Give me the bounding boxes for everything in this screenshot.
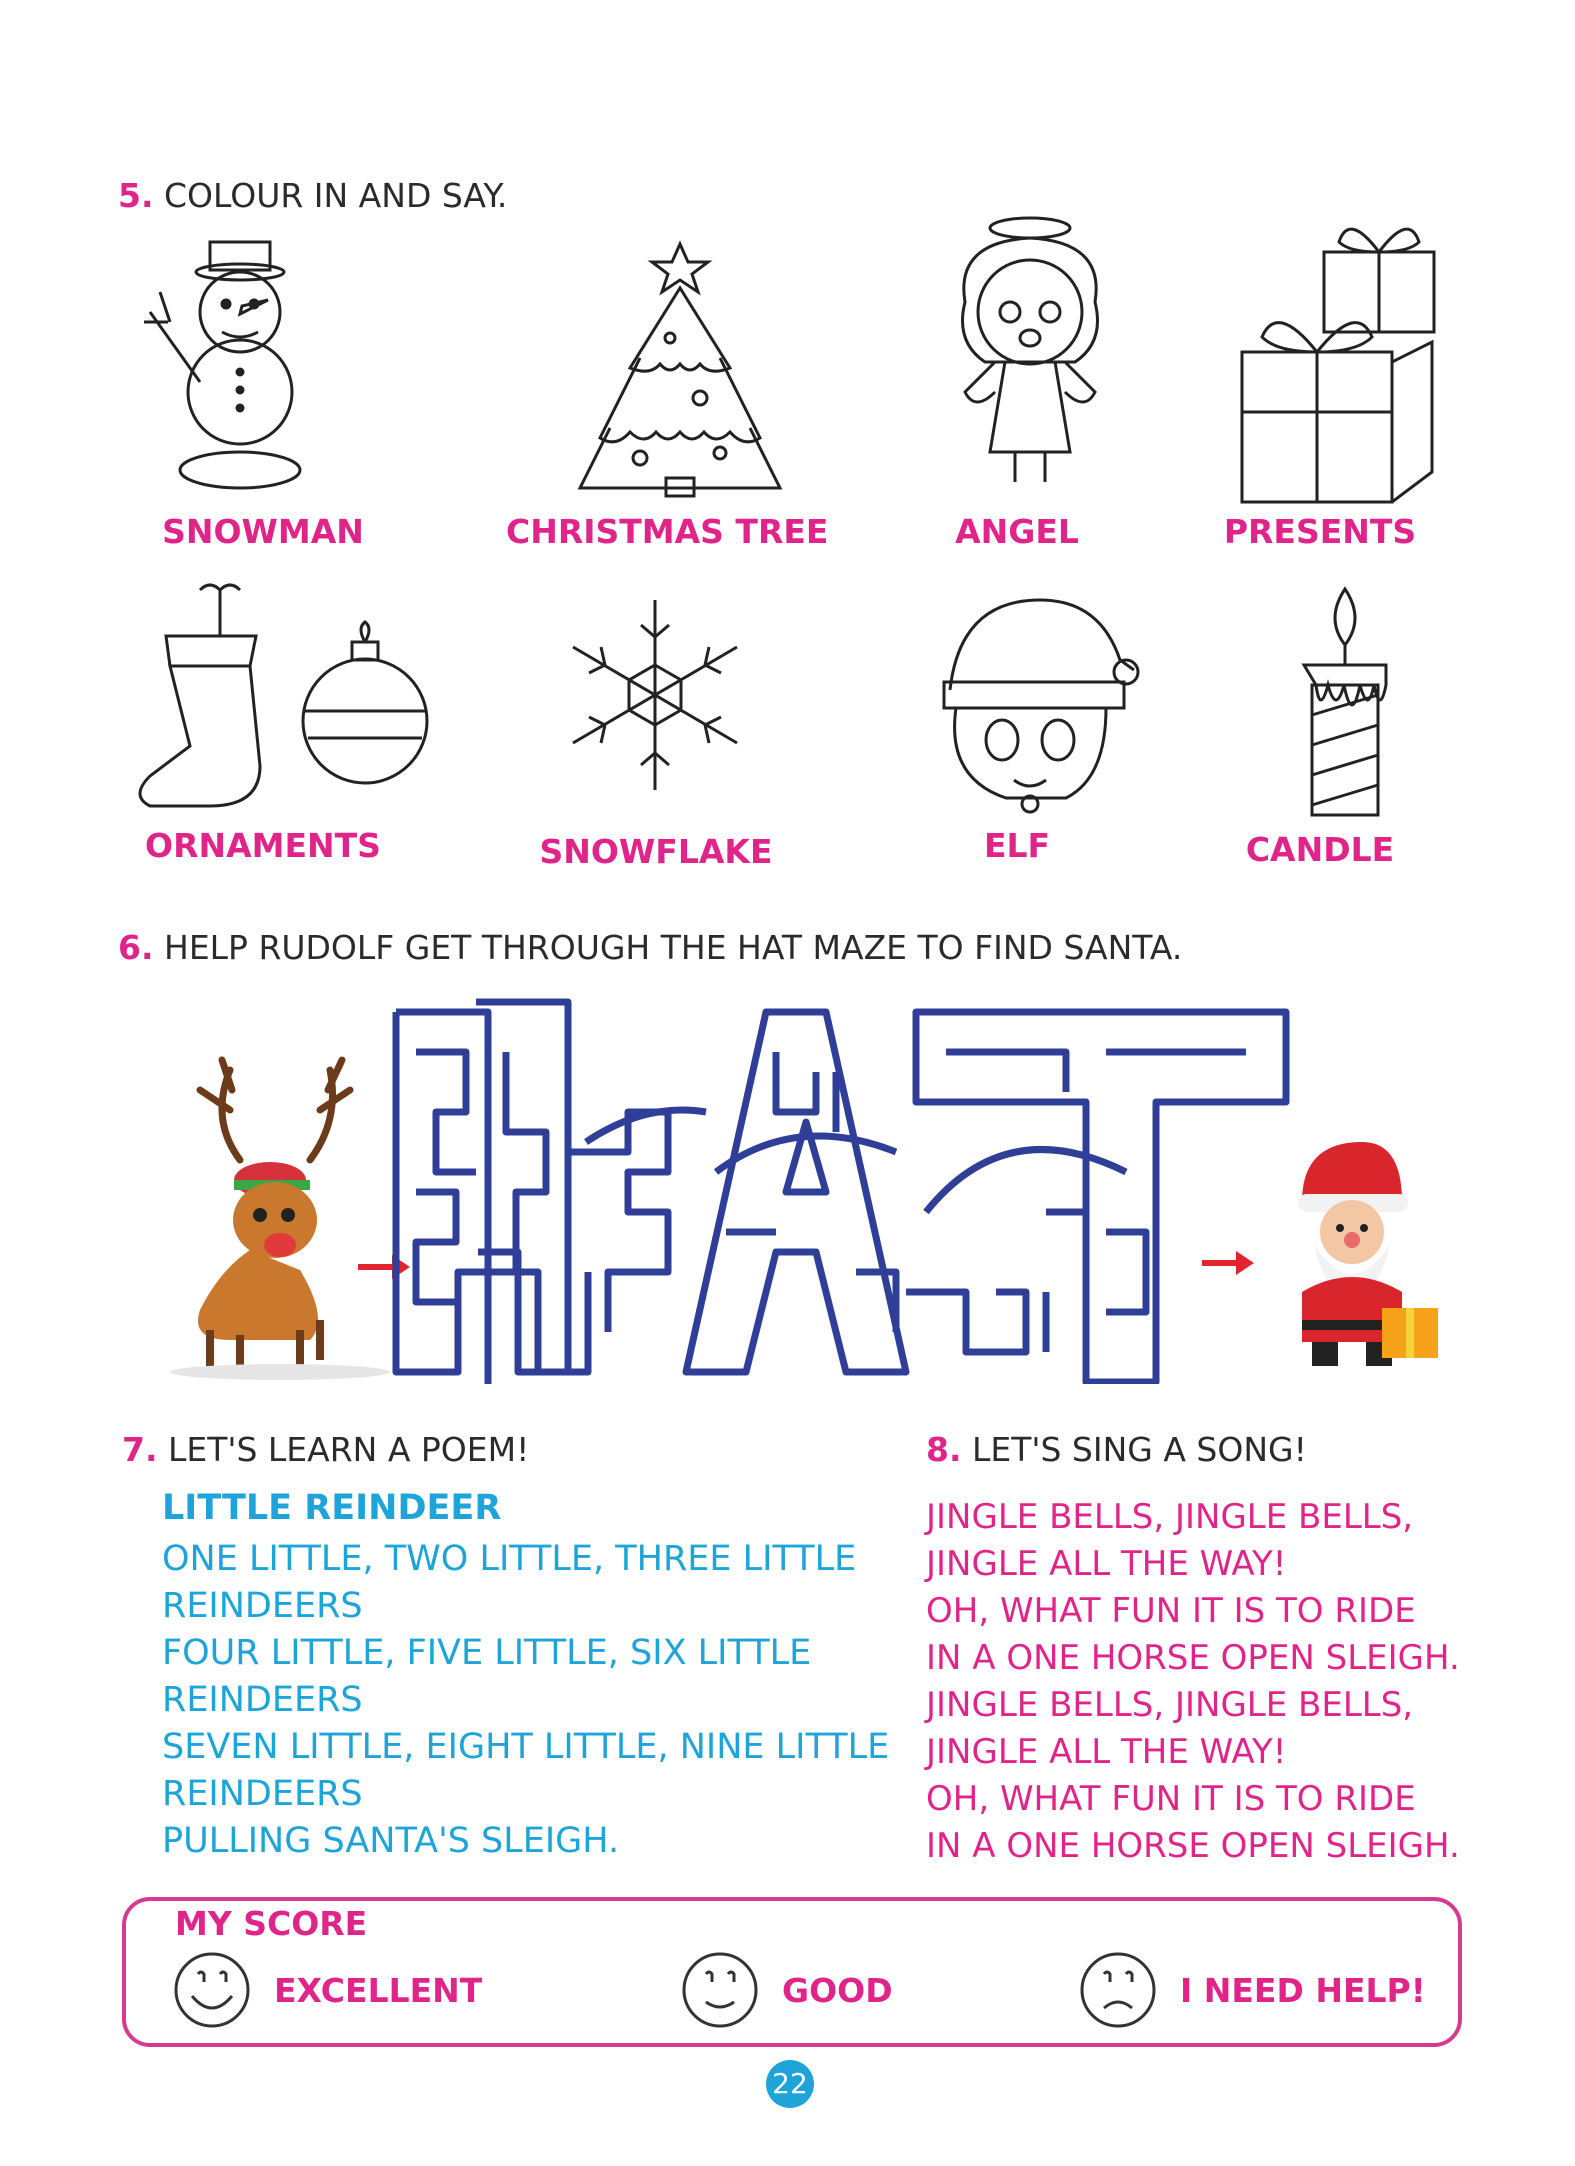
exercise-6-heading bbox=[118, 928, 1182, 967]
santa-icon bbox=[1262, 1132, 1442, 1372]
poem-line: REINDEERS bbox=[162, 1680, 363, 1720]
score-title: MY SCORE bbox=[175, 1904, 368, 1943]
presents-icon bbox=[1232, 212, 1452, 512]
song-line: OH, WHAT FUN IT IS TO RIDE bbox=[926, 1779, 1416, 1819]
poem-line: SEVEN LITTLE, EIGHT LITTLE, NINE LITTLE bbox=[162, 1727, 890, 1767]
poem-line: REINDEERS bbox=[162, 1774, 363, 1814]
snowflake-icon bbox=[560, 590, 750, 800]
picture-label: SNOWFLAKE bbox=[539, 832, 773, 871]
exercise-number: 6. bbox=[118, 928, 154, 967]
song-line: JINGLE ALL THE WAY! bbox=[926, 1544, 1287, 1584]
picture-label: ORNAMENTS bbox=[145, 826, 381, 865]
poem-line: REINDEERS bbox=[162, 1586, 363, 1626]
picture-label: CHRISTMAS TREE bbox=[506, 512, 829, 551]
score-option-label: I NEED HELP! bbox=[1180, 1970, 1426, 2010]
exercise-instruction: LET'S LEARN A POEM! bbox=[168, 1430, 530, 1469]
sad-face-icon bbox=[1078, 1950, 1158, 2030]
exercise-number: 7. bbox=[122, 1430, 158, 1469]
song-line: IN A ONE HORSE OPEN SLEIGH. bbox=[926, 1638, 1460, 1678]
score-option-label: GOOD bbox=[782, 1970, 893, 2010]
score-option-need-help[interactable] bbox=[1078, 1950, 1426, 2030]
picture-label: SNOWMAN bbox=[162, 512, 364, 551]
angel-icon bbox=[935, 212, 1125, 492]
picture-label: ELF bbox=[983, 826, 1051, 865]
exercise-instruction: COLOUR IN AND SAY. bbox=[164, 176, 508, 215]
big-smile-icon bbox=[172, 1950, 252, 2030]
poem-title: LITTLE REINDEER bbox=[162, 1488, 502, 1528]
arrow-right-icon bbox=[1202, 1250, 1254, 1276]
exercise-number: 5. bbox=[118, 176, 154, 215]
poem-lines bbox=[162, 1536, 889, 1865]
song-line: JINGLE ALL THE WAY! bbox=[926, 1732, 1287, 1772]
hat-maze[interactable] bbox=[386, 992, 1294, 1384]
exercise-number: 8. bbox=[926, 1430, 962, 1469]
poem-line: ONE LITTLE, TWO LITTLE, THREE LITTLE bbox=[162, 1539, 857, 1579]
christmas-tree-icon bbox=[570, 238, 790, 498]
exercise-instruction: HELP RUDOLF GET THROUGH THE HAT MAZE TO FIND SANTA. bbox=[164, 928, 1183, 967]
picture-label: PRESENTS bbox=[1223, 512, 1417, 551]
picture-label: CANDLE bbox=[1245, 830, 1395, 869]
song-lines bbox=[926, 1494, 1460, 1870]
exercise-instruction: LET'S SING A SONG! bbox=[972, 1430, 1307, 1469]
song-line: IN A ONE HORSE OPEN SLEIGH. bbox=[926, 1826, 1460, 1866]
picture-label: ANGEL bbox=[955, 512, 1079, 551]
smile-icon bbox=[680, 1950, 760, 2030]
poem-line: PULLING SANTA'S SLEIGH. bbox=[162, 1821, 620, 1861]
song-line: JINGLE BELLS, JINGLE BELLS, bbox=[926, 1497, 1414, 1537]
ornaments-icon bbox=[130, 576, 430, 816]
score-option-label: EXCELLENT bbox=[274, 1970, 483, 2010]
snowman-icon bbox=[130, 232, 330, 492]
page-number: 22 bbox=[766, 2060, 814, 2108]
song-line: OH, WHAT FUN IT IS TO RIDE bbox=[926, 1591, 1416, 1631]
song-line: JINGLE BELLS, JINGLE BELLS, bbox=[926, 1685, 1414, 1725]
candle-icon bbox=[1290, 585, 1400, 825]
exercise-7-heading bbox=[122, 1430, 529, 1469]
exercise-5-heading bbox=[118, 176, 507, 215]
score-option-good[interactable] bbox=[680, 1950, 893, 2030]
score-option-excellent[interactable] bbox=[172, 1950, 482, 2030]
poem-line: FOUR LITTLE, FIVE LITTLE, SIX LITTLE bbox=[162, 1633, 812, 1673]
exercise-8-heading bbox=[926, 1430, 1307, 1469]
elf-icon bbox=[930, 590, 1140, 820]
reindeer-icon bbox=[170, 1050, 410, 1380]
